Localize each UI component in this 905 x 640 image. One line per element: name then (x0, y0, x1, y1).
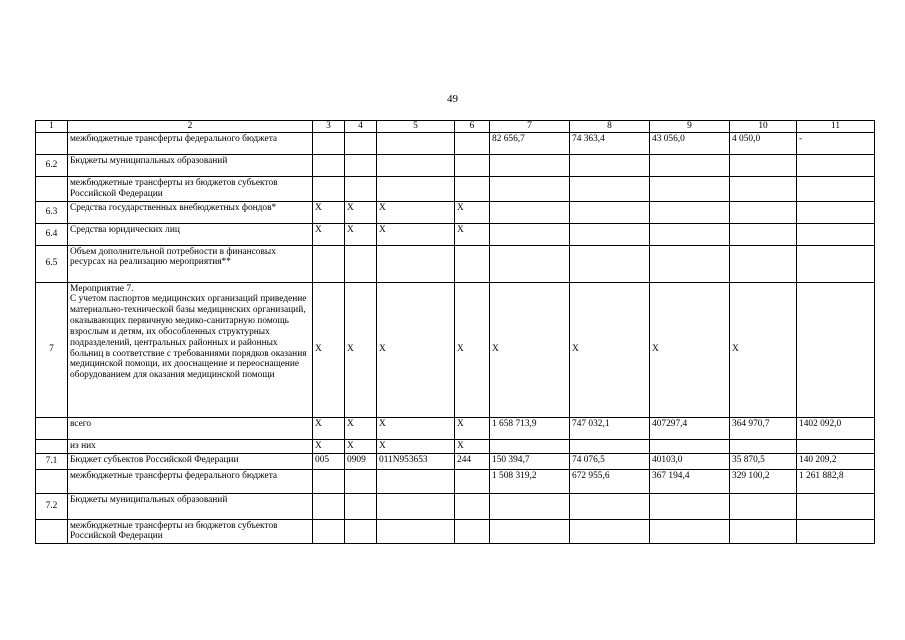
value-cell: X (730, 282, 797, 417)
value-cell: 4 050,0 (730, 133, 797, 155)
table-row (36, 245, 875, 282)
value-cell (345, 519, 377, 544)
value-cell (313, 519, 345, 544)
value-cell: 74 076,5 (570, 453, 650, 469)
table-row (36, 493, 875, 519)
value-cell: X (345, 417, 377, 439)
table-row (36, 282, 875, 417)
page-number: 49 (447, 93, 458, 105)
header-cell: 3 (313, 121, 345, 133)
value-cell: 74 363,4 (570, 133, 650, 155)
value-cell (730, 177, 797, 202)
table-row (36, 177, 875, 202)
value-cell (490, 223, 570, 245)
value-cell (455, 469, 490, 493)
value-cell (313, 155, 345, 177)
value-cell (570, 519, 650, 544)
header-cell: 4 (345, 121, 377, 133)
row-label-cell: Бюджеты муниципальных образований (68, 493, 313, 519)
value-cell (345, 493, 377, 519)
row-label-cell: Средства юридических лиц (68, 223, 313, 245)
row-label-cell: Мероприятие 7. С учетом паспортов медицинских организаций приведение материально-технической базы медицинских организаций, оказывающих первичную медико-санитарную помощь взрослым и детям, их обособленных структурных подразделений, центральных районных и районных больниц в соответствие с требованиями порядков оказания медицинской помощи, их дооснащение и переоснащение оборудованием для оказания медицинской помощи (68, 282, 313, 417)
value-cell: 011N953653 (377, 453, 455, 469)
value-cell (797, 282, 875, 417)
header-cell: 9 (650, 121, 730, 133)
value-cell: X (313, 417, 345, 439)
value-cell (570, 493, 650, 519)
row-number-cell: 6.2 (36, 155, 68, 177)
value-cell (730, 245, 797, 282)
value-cell: 005 (313, 453, 345, 469)
value-cell (490, 201, 570, 223)
value-cell: 150 394,7 (490, 453, 570, 469)
value-cell (797, 177, 875, 202)
value-cell: X (455, 439, 490, 453)
value-cell: X (313, 282, 345, 417)
row-label-cell: Объем дополнительной потребности в финансовых ресурсах на реализацию мероприятия** (68, 245, 313, 282)
value-cell (345, 469, 377, 493)
row-number-cell: 6.3 (36, 201, 68, 223)
row-label-cell: всего (68, 417, 313, 439)
value-cell (345, 133, 377, 155)
value-cell (455, 133, 490, 155)
table-row (36, 439, 875, 453)
value-cell (377, 155, 455, 177)
value-cell (345, 155, 377, 177)
value-cell (797, 223, 875, 245)
value-cell (730, 223, 797, 245)
value-cell: X (345, 439, 377, 453)
value-cell (377, 177, 455, 202)
row-label-cell: из них (68, 439, 313, 453)
table-row (36, 133, 875, 155)
table-row (36, 469, 875, 493)
table-header-row (36, 121, 875, 133)
value-cell (730, 493, 797, 519)
value-cell: X (377, 417, 455, 439)
value-cell: X (377, 223, 455, 245)
value-cell: X (455, 282, 490, 417)
value-cell (455, 519, 490, 544)
header-cell: 10 (730, 121, 797, 133)
value-cell (345, 245, 377, 282)
row-number-cell: 6.4 (36, 223, 68, 245)
table-row (36, 417, 875, 439)
value-cell (490, 493, 570, 519)
header-cell: 6 (455, 121, 490, 133)
value-cell (730, 519, 797, 544)
budget-table (35, 120, 875, 544)
table-body (36, 133, 875, 544)
value-cell (490, 519, 570, 544)
row-label-cell: межбюджетные трансферты из бюджетов субъектов Российской Федерации (68, 177, 313, 202)
value-cell: 407297,4 (650, 417, 730, 439)
value-cell (377, 469, 455, 493)
row-label-cell: межбюджетные трансферты федерального бюджета (68, 469, 313, 493)
row-number-cell: 7.1 (36, 453, 68, 469)
value-cell (313, 493, 345, 519)
value-cell: 747 032,1 (570, 417, 650, 439)
value-cell: X (377, 282, 455, 417)
row-number-cell (36, 439, 68, 453)
value-cell (345, 177, 377, 202)
value-cell (797, 439, 875, 453)
row-label-cell: Средства государственных внебюджетных фондов* (68, 201, 313, 223)
value-cell: 1402 092,0 (797, 417, 875, 439)
row-label-cell: межбюджетные трансферты федерального бюджета (68, 133, 313, 155)
value-cell (570, 439, 650, 453)
value-cell (455, 155, 490, 177)
value-cell (455, 177, 490, 202)
value-cell (650, 201, 730, 223)
value-cell: 1 508 319,2 (490, 469, 570, 493)
value-cell: X (650, 282, 730, 417)
value-cell (650, 223, 730, 245)
value-cell: X (345, 282, 377, 417)
value-cell (730, 439, 797, 453)
header-cell: 1 (36, 121, 68, 133)
header-cell: 2 (68, 121, 313, 133)
value-cell: 140 209,2 (797, 453, 875, 469)
row-number-cell (36, 417, 68, 439)
row-number-cell (36, 133, 68, 155)
value-cell: X (490, 282, 570, 417)
value-cell (650, 177, 730, 202)
value-cell: X (345, 201, 377, 223)
value-cell: 1 261 882,8 (797, 469, 875, 493)
value-cell (797, 519, 875, 544)
value-cell (797, 493, 875, 519)
row-number-cell: 7 (36, 282, 68, 417)
value-cell: 82 656,7 (490, 133, 570, 155)
value-cell (377, 245, 455, 282)
row-number-cell (36, 469, 68, 493)
value-cell: 43 056,0 (650, 133, 730, 155)
value-cell: 672 955,6 (570, 469, 650, 493)
value-cell: 329 100,2 (730, 469, 797, 493)
header-cell: 5 (377, 121, 455, 133)
table-row (36, 201, 875, 223)
value-cell: X (570, 282, 650, 417)
value-cell (650, 493, 730, 519)
value-cell: - (797, 133, 875, 155)
table-row (36, 155, 875, 177)
row-label-cell: Бюджет субъектов Российской Федерации (68, 453, 313, 469)
value-cell (797, 155, 875, 177)
table-row (36, 223, 875, 245)
value-cell: 35 870,5 (730, 453, 797, 469)
value-cell: X (313, 223, 345, 245)
value-cell (570, 245, 650, 282)
value-cell: 40103,0 (650, 453, 730, 469)
value-cell: 244 (455, 453, 490, 469)
value-cell (455, 245, 490, 282)
value-cell (377, 519, 455, 544)
value-cell: 1 658 713,9 (490, 417, 570, 439)
value-cell: 367 194,4 (650, 469, 730, 493)
header-cell: 8 (570, 121, 650, 133)
value-cell (730, 201, 797, 223)
value-cell (490, 245, 570, 282)
value-cell (490, 177, 570, 202)
row-label-cell: Бюджеты муниципальных образований (68, 155, 313, 177)
row-label-cell: межбюджетные трансферты из бюджетов субъектов Российской Федерации (68, 519, 313, 544)
value-cell (730, 155, 797, 177)
table-row (36, 453, 875, 469)
value-cell (570, 223, 650, 245)
value-cell: X (313, 201, 345, 223)
value-cell (377, 133, 455, 155)
value-cell (490, 155, 570, 177)
value-cell (570, 155, 650, 177)
value-cell (570, 177, 650, 202)
table-row (36, 519, 875, 544)
value-cell: 364 970,7 (730, 417, 797, 439)
value-cell: X (377, 201, 455, 223)
value-cell (797, 245, 875, 282)
row-number-cell (36, 519, 68, 544)
row-number-cell: 6.5 (36, 245, 68, 282)
value-cell (313, 177, 345, 202)
value-cell (377, 493, 455, 519)
value-cell: X (455, 223, 490, 245)
value-cell (313, 245, 345, 282)
value-cell (313, 469, 345, 493)
value-cell (797, 201, 875, 223)
value-cell (650, 439, 730, 453)
value-cell: X (377, 439, 455, 453)
value-cell: X (345, 223, 377, 245)
row-number-cell (36, 177, 68, 202)
value-cell (650, 245, 730, 282)
value-cell: X (455, 417, 490, 439)
value-cell (455, 493, 490, 519)
value-cell (650, 519, 730, 544)
value-cell (490, 439, 570, 453)
header-cell: 11 (797, 121, 875, 133)
value-cell: X (455, 201, 490, 223)
value-cell (570, 201, 650, 223)
value-cell (313, 133, 345, 155)
row-number-cell: 7.2 (36, 493, 68, 519)
value-cell (650, 155, 730, 177)
value-cell: X (313, 439, 345, 453)
header-cell: 7 (490, 121, 570, 133)
value-cell: 0909 (345, 453, 377, 469)
